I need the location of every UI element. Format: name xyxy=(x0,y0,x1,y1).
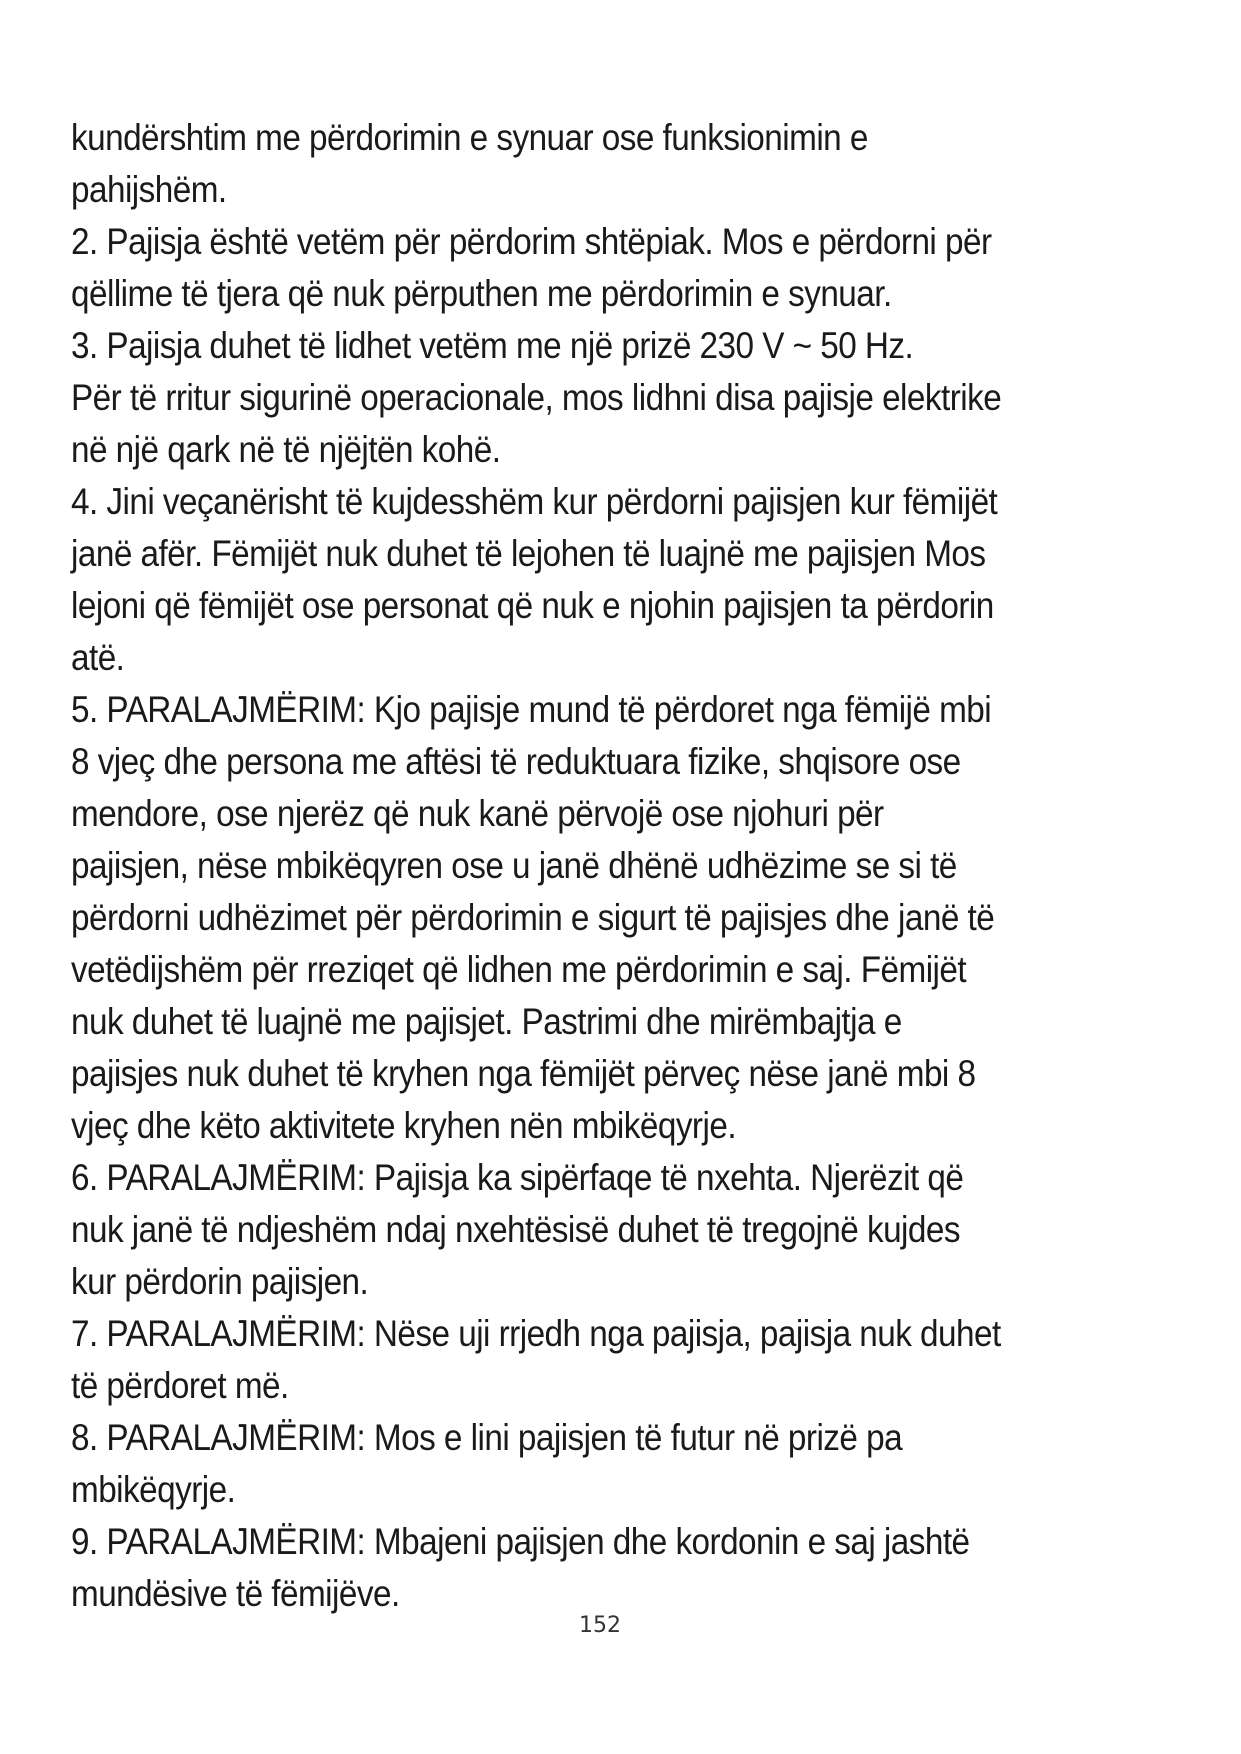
text-line: në një qark në të njëjtën kohë. xyxy=(71,429,501,470)
text-line: mundësive të fëmijëve. xyxy=(71,1573,400,1614)
page-number: 152 xyxy=(579,1613,621,1638)
text-line: qëllime të tjera që nuk përputhen me përdorimin e synuar. xyxy=(71,273,892,314)
text-line: vetëdijshëm për rreziqet që lidhen me përdorimin e saj. Fëmijët xyxy=(71,949,967,990)
text-line: 5. PARALAJMËRIM: Kjo pajisje mund të përdoret nga fëmijë mbi xyxy=(71,689,992,730)
text-line: nuk janë të ndjeshëm ndaj nxehtësisë duhet të tregojnë kujdes xyxy=(71,1209,961,1250)
text-line: 7. PARALAJMËRIM: Nëse uji rrjedh nga pajisja, pajisja nuk duhet xyxy=(71,1313,1001,1354)
text-line: atë. xyxy=(71,637,125,678)
text-line: janë afër. Fëmijët nuk duhet të lejohen të luajnë me pajisjen Mos xyxy=(71,533,986,574)
text-line: 8 vjeç dhe persona me aftësi të reduktuara fizike, shqisore ose xyxy=(71,741,961,782)
document-body xyxy=(71,112,1171,1620)
text-line: Për të rritur sigurinë operacionale, mos lidhni disa pajisje elektrike xyxy=(71,377,1002,418)
text-line: nuk duhet të luajnë me pajisjet. Pastrimi dhe mirëmbajtja e xyxy=(71,1001,902,1042)
text-line: kur përdorin pajisjen. xyxy=(71,1261,369,1302)
text-line: mendore, ose njerëz që nuk kanë përvojë ose njohuri për xyxy=(71,793,884,834)
text-line: kundërshtim me përdorimin e synuar ose funksionimin e xyxy=(71,117,868,158)
text-line: të përdoret më. xyxy=(71,1365,289,1406)
text-line: 8. PARALAJMËRIM: Mos e lini pajisjen të futur në prizë pa xyxy=(71,1417,903,1458)
text-line: lejoni që fëmijët ose personat që nuk e njohin pajisjen ta përdorin xyxy=(71,585,994,626)
text-line: 6. PARALAJMËRIM: Pajisja ka sipërfaqe të nxehta. Njerëzit që xyxy=(71,1157,964,1198)
text-line: 4. Jini veçanërisht të kujdesshëm kur përdorni pajisjen kur fëmijët xyxy=(71,481,998,522)
text-line: pajisjen, nëse mbikëqyren ose u janë dhënë udhëzime se si të xyxy=(71,845,957,886)
text-line: 2. Pajisja është vetëm për përdorim shtëpiak. Mos e përdorni për xyxy=(71,221,992,262)
text-line: përdorni udhëzimet për përdorimin e sigurt të pajisjes dhe janë të xyxy=(71,897,995,938)
text-line: pahijshëm. xyxy=(71,169,227,210)
text-line: 3. Pajisja duhet të lidhet vetëm me një prizë 230 V ~ 50 Hz. xyxy=(71,325,914,366)
text-line: mbikëqyrje. xyxy=(71,1469,236,1510)
text-line: vjeç dhe këto aktivitete kryhen nën mbikëqyrje. xyxy=(71,1105,737,1146)
text-line: 9. PARALAJMËRIM: Mbajeni pajisjen dhe kordonin e saj jashtë xyxy=(71,1521,970,1562)
text-line: pajisjes nuk duhet të kryhen nga fëmijët përveç nëse janë mbi 8 xyxy=(71,1053,976,1094)
